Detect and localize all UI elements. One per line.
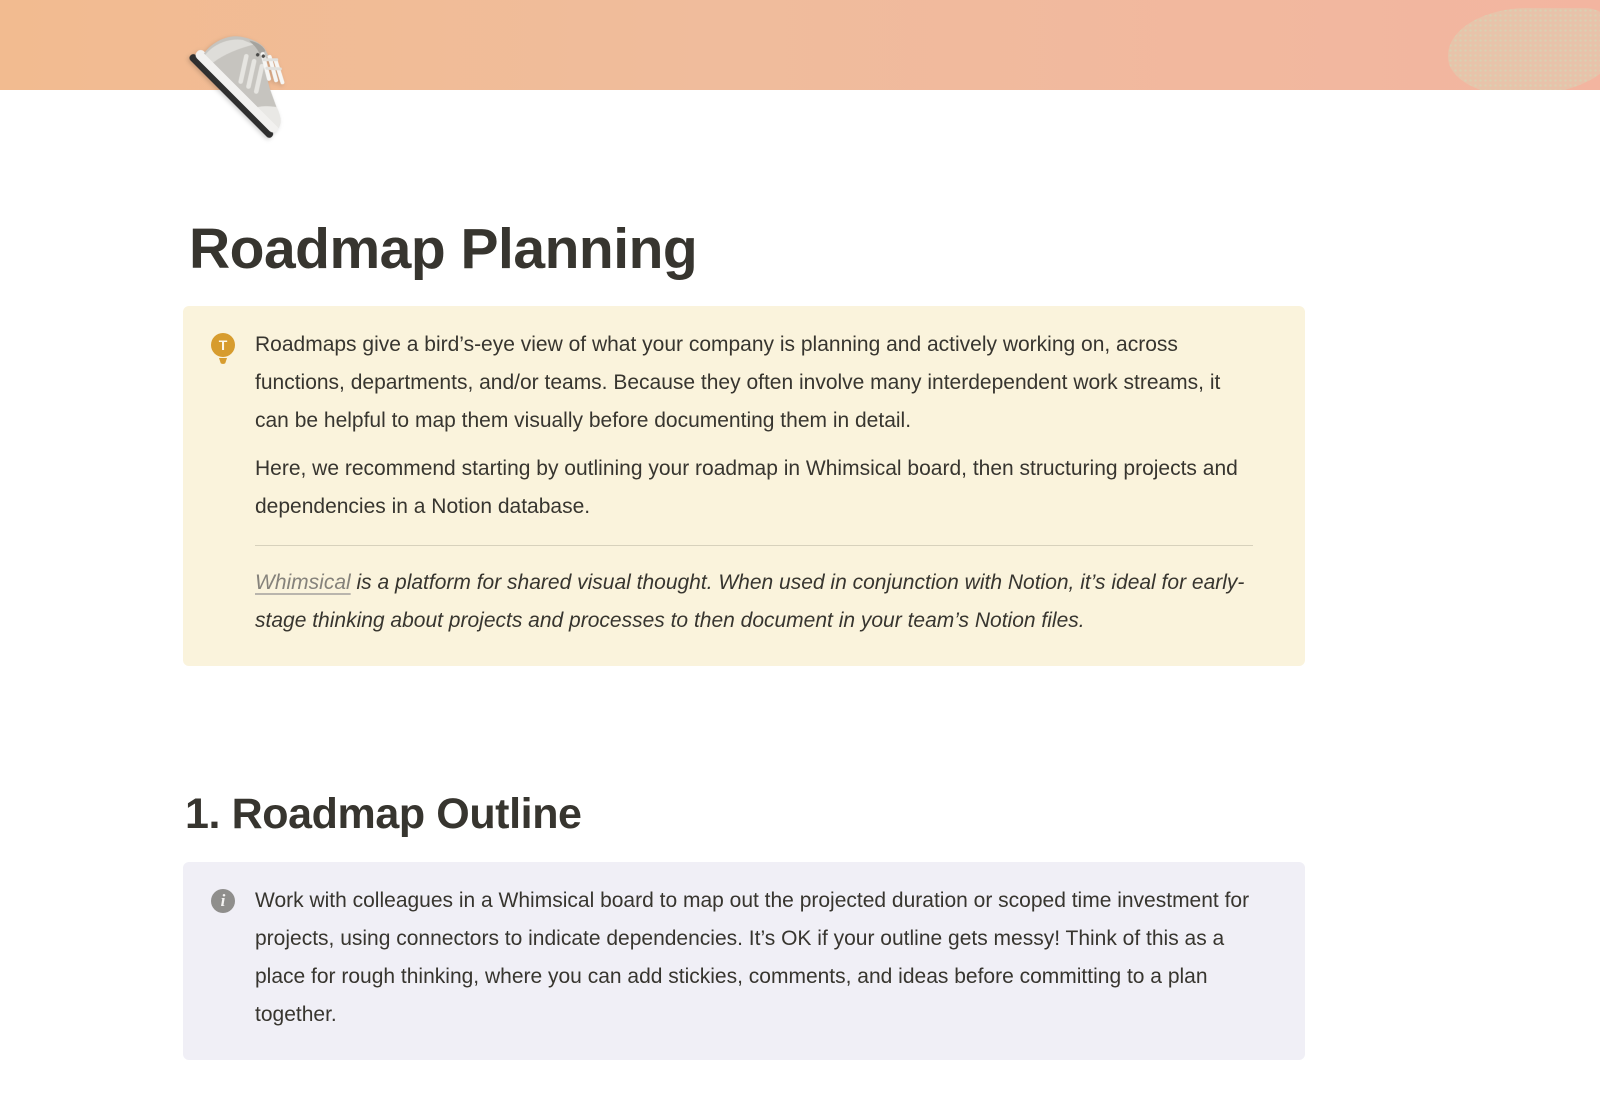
tip-paragraph-2: Here, we recommend starting by outlining your roadmap in Whimsical board, then structuring projects and dependencies in a Notion database. xyxy=(255,457,1238,518)
whimsical-quote xyxy=(255,564,1253,640)
info-paragraph: Work with colleagues in a Whimsical board to map out the projected duration or scoped time investment for projects, using connectors to indicate dependencies. It’s OK if your outline gets messy! Think of this as a place for rough thinking, where you can add stickies, comments, and ideas before committing to a plan together. xyxy=(255,889,1250,1026)
callout-info[interactable] xyxy=(183,862,1305,1060)
info-icon: i xyxy=(211,889,235,913)
cover-grain-texture xyxy=(1448,8,1600,90)
whimsical-link[interactable]: Whimsical xyxy=(255,571,351,594)
callout-info-icon-col xyxy=(211,882,235,1034)
section-heading-roadmap-outline: 1. Roadmap Outline xyxy=(185,790,582,838)
callout-divider xyxy=(255,545,1253,546)
page-title[interactable]: Roadmap Planning xyxy=(189,217,698,281)
page-body xyxy=(183,215,1305,1060)
light-bulb-base xyxy=(218,358,228,364)
callout-tip-icon-col xyxy=(211,326,235,640)
callout-tip[interactable] xyxy=(183,306,1305,666)
light-bulb-globe: T xyxy=(211,333,235,357)
tip-paragraph-1: Roadmaps give a bird’s-eye view of what your company is planning and actively working on, across functions, departments, and/or teams. Because they often involve many interdependent work streams, it can be helpful to map them visually before documenting them in detail. xyxy=(255,333,1221,432)
whimsical-quote-text: is a platform for shared visual thought. When used in conjunction with Notion, it’s ideal for early-stage thinking about projects and processes to then document in your team’s Notion files. xyxy=(255,571,1245,632)
light-bulb-icon xyxy=(211,333,235,363)
